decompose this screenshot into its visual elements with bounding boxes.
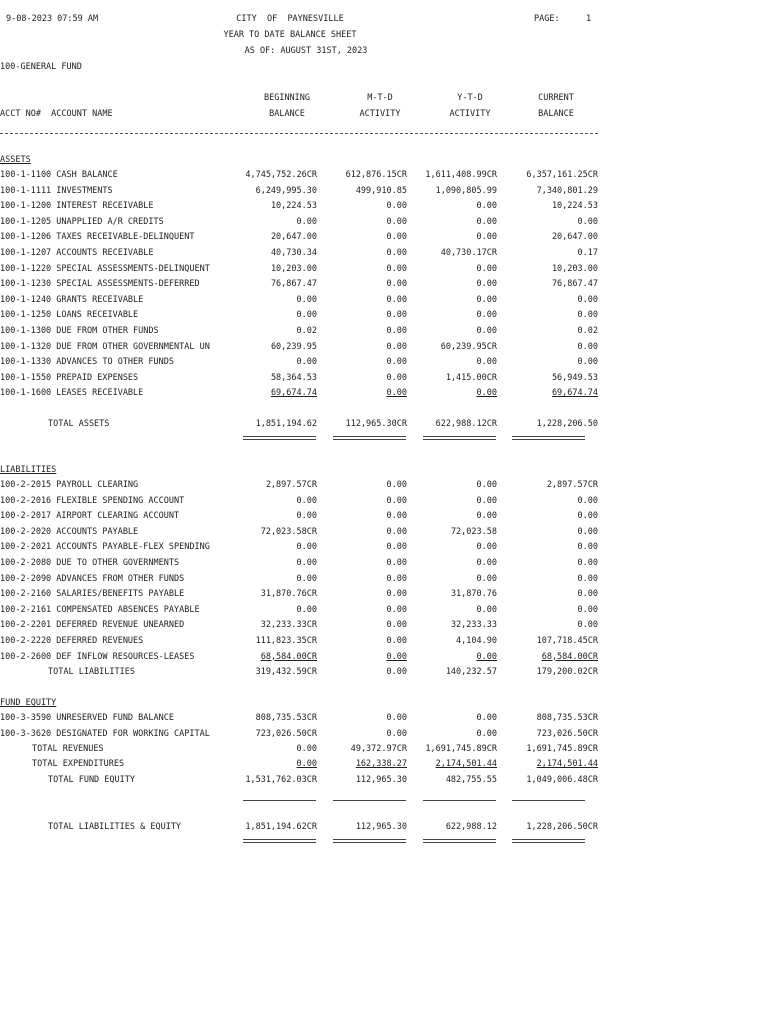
account-name: 100-1-1230 SPECIAL ASSESSMENTS-DEFERRED (0, 279, 200, 290)
col4-header-bottom: BALANCE (538, 109, 574, 119)
account-row (0, 728, 620, 741)
account-name: 100-2-2015 PAYROLL CLEARING (0, 480, 139, 490)
ytd-activity: 0.00 (476, 326, 497, 336)
total-fund-equity-mtd: 112,965.30 (355, 775, 407, 785)
account-row (0, 712, 620, 725)
ytd-activity: 0.00 (476, 279, 497, 290)
current-balance: 0.00 (577, 511, 598, 522)
account-row (0, 541, 620, 554)
ytd-activity: 0.00 (476, 495, 497, 506)
mtd-activity: 499,910.85 (355, 185, 407, 196)
total-revenues-ytd: 1,691,745.89CR (425, 744, 497, 754)
mtd-activity: 0.00 (386, 589, 407, 600)
mtd-activity: 0.00 (386, 480, 407, 490)
beginning-balance: 0.00 (296, 495, 317, 506)
account-name: 100-2-2090 ADVANCES FROM OTHER FUNDS (0, 573, 185, 584)
mtd-activity: 0.00 (386, 495, 407, 506)
assets-double-rule-1 (243, 436, 316, 440)
total-assets-ytd: 622,988.12CR (435, 419, 497, 429)
account-row (0, 510, 620, 523)
total-revenues-row (0, 743, 620, 756)
current-balance: 6,357,161.25CR (526, 170, 598, 180)
ytd-activity: 0.00 (476, 232, 497, 243)
account-name: 100-2-2021 ACCOUNTS PAYABLE-FLEX SPENDING (0, 542, 210, 553)
account-row (0, 635, 620, 648)
account-row (0, 557, 620, 570)
current-balance: 0.17 (577, 248, 598, 258)
account-row (0, 479, 620, 492)
current-balance: 20,647.00 (551, 232, 598, 243)
mtd-activity: 0.00 (386, 263, 407, 274)
account-name: 100-1-1205 UNAPPLIED A/R CREDITS (0, 216, 164, 227)
ytd-activity: 0.00 (476, 388, 497, 399)
ytd-activity: 0.00 (476, 310, 497, 321)
beginning-balance: 0.00 (296, 294, 317, 305)
ytd-activity: 40,730.17CR (440, 248, 497, 258)
total-liabilities-label: TOTAL LIABILITIES (48, 667, 135, 677)
mtd-activity: 0.00 (386, 248, 407, 258)
beginning-balance: 40,730.34 (270, 248, 317, 258)
account-row (0, 387, 620, 400)
mtd-activity: 0.00 (386, 573, 407, 584)
beginning-balance: 723,026.50CR (255, 728, 317, 739)
mtd-activity: 0.00 (386, 357, 407, 368)
beginning-balance: 2,897.57CR (265, 480, 317, 490)
beginning-balance: 68,584.00CR (260, 651, 317, 662)
total-expenditures-ytd: 2,174,501.44 (435, 759, 497, 769)
account-name: 100-1-1300 DUE FROM OTHER FUNDS (0, 326, 159, 336)
col2-header-top: M-T-D (367, 93, 393, 103)
account-name: 100-2-2201 DEFERRED REVENUE UNEARNED (0, 620, 185, 631)
account-name: 100-1-1550 PREPAID EXPENSES (0, 372, 139, 383)
ytd-activity: 0.00 (476, 511, 497, 522)
total-revenues-mtd: 49,372.97CR (350, 744, 407, 754)
current-balance: 723,026.50CR (536, 728, 598, 739)
current-balance: 0.00 (577, 216, 598, 227)
account-name: 100-2-2600 DEF INFLOW RESOURCES-LEASES (0, 651, 195, 662)
current-balance: 0.00 (577, 357, 598, 368)
mtd-activity: 0.00 (386, 651, 407, 662)
current-balance: 10,224.53 (551, 201, 598, 212)
current-balance: 808,735.53CR (536, 713, 598, 723)
col4-header-top: CURRENT (538, 93, 574, 103)
current-balance: 68,584.00CR (541, 651, 598, 662)
account-row (0, 309, 620, 322)
account-row (0, 356, 620, 369)
ytd-activity: 32,233.33 (450, 620, 497, 631)
account-row (0, 278, 620, 291)
ytd-activity: 31,870.76 (450, 589, 497, 600)
run-datetime: 9-08-2023 07:59 AM (6, 14, 99, 24)
ytd-activity: 0.00 (476, 216, 497, 227)
mtd-activity: 0.00 (386, 526, 407, 537)
account-row (0, 573, 620, 586)
beginning-balance: 32,233.33CR (260, 620, 317, 631)
grand-double-rule-3 (423, 839, 496, 843)
grand-double-rule-2 (333, 839, 406, 843)
account-row (0, 200, 620, 213)
ytd-activity: 0.00 (476, 357, 497, 368)
total-assets-mtd: 112,965.30CR (345, 419, 407, 429)
mtd-activity: 0.00 (386, 511, 407, 522)
account-name: 100-3-3620 DESIGNATED FOR WORKING CAPITAL (0, 728, 210, 739)
grand-double-rule-4 (512, 839, 585, 843)
account-name: 100-2-2016 FLEXIBLE SPENDING ACCOUNT (0, 495, 185, 506)
beginning-balance: 0.00 (296, 604, 317, 615)
beginning-balance: 0.00 (296, 511, 317, 522)
beginning-balance: 76,867.47 (270, 279, 317, 290)
beginning-balance: 31,870.76CR (260, 589, 317, 600)
total-fund-equity-beginning: 1,531,762.03CR (245, 775, 317, 785)
fund-name: 100-GENERAL FUND (0, 62, 82, 72)
col3-header-top: Y-T-D (457, 93, 483, 103)
beginning-balance: 4,745,752.26CR (245, 170, 317, 180)
ytd-activity: 0.00 (476, 573, 497, 584)
ytd-activity: 1,415.00CR (445, 372, 497, 383)
current-balance: 0.00 (577, 620, 598, 631)
account-name: 100-1-1111 INVESTMENTS (0, 185, 113, 196)
ytd-activity: 60,239.95CR (440, 341, 497, 352)
city-name: CITY OF PAYNESVILLE (236, 14, 344, 24)
account-name: 100-1-1320 DUE FROM OTHER GOVERNMENTAL UN (0, 341, 210, 352)
total-assets-row (0, 418, 620, 431)
page-label: PAGE: (534, 14, 560, 24)
total-liabilities-row (0, 666, 620, 679)
account-name: 100-1-1207 ACCOUNTS RECEIVABLE (0, 248, 154, 258)
mtd-activity: 0.00 (386, 728, 407, 739)
account-row (0, 325, 620, 338)
total-liabilities-equity-label: TOTAL LIABILITIES & EQUITY (48, 822, 182, 832)
account-name: 100-2-2080 DUE TO OTHER GOVERNMENTS (0, 558, 180, 568)
account-row (0, 588, 620, 601)
total-revenues-beginning: 0.00 (296, 744, 317, 754)
ytd-activity: 0.00 (476, 728, 497, 739)
header-rule (0, 133, 598, 134)
page-number: 1 (586, 14, 592, 24)
account-row (0, 185, 620, 198)
current-balance: 7,340,801.29 (536, 185, 598, 196)
account-name: 100-1-1330 ADVANCES TO OTHER FUNDS (0, 357, 174, 368)
col2-header-bottom: ACTIVITY (359, 109, 401, 119)
account-name: 100-2-2017 AIRPORT CLEARING ACCOUNT (0, 511, 180, 522)
report-title: YEAR TO DATE BALANCE SHEET (223, 30, 357, 40)
beginning-balance: 0.00 (296, 357, 317, 368)
ytd-activity: 0.00 (476, 294, 497, 305)
col1-header-top: BEGINNING (263, 93, 311, 103)
account-name: 100-2-2160 SALARIES/BENEFITS PAYABLE (0, 589, 185, 600)
ytd-activity: 0.00 (476, 480, 497, 490)
ytd-activity: 0.00 (476, 651, 497, 662)
current-balance: 0.00 (577, 526, 598, 537)
beginning-balance: 0.00 (296, 216, 317, 227)
mtd-activity: 0.00 (386, 372, 407, 383)
account-name: 100-1-1206 TAXES RECEIVABLE-DELINQUENT (0, 232, 195, 243)
assets-double-rule-3 (423, 436, 496, 440)
current-balance: 107,718.45CR (536, 636, 598, 646)
grand-double-rule-1 (243, 839, 316, 843)
col1-header-bottom: BALANCE (269, 109, 305, 119)
beginning-balance: 0.02 (296, 326, 317, 336)
account-row (0, 263, 620, 276)
total-fund-equity-row (0, 774, 620, 787)
beginning-balance: 6,249,995.30 (255, 185, 317, 196)
total-revenues-current: 1,691,745.89CR (526, 744, 598, 754)
total-expenditures-current: 2,174,501.44 (536, 759, 598, 769)
total-fund-equity-label: TOTAL FUND EQUITY (48, 775, 135, 785)
ytd-activity: 4,104.90 (456, 636, 497, 646)
account-name: 100-1-1250 LOANS RECEIVABLE (0, 310, 139, 321)
mtd-activity: 0.00 (386, 713, 407, 723)
mtd-activity: 0.00 (386, 216, 407, 227)
current-balance: 0.00 (577, 558, 598, 568)
ytd-activity: 0.00 (476, 542, 497, 553)
current-balance: 0.00 (577, 573, 598, 584)
assets-double-rule-4 (512, 436, 585, 440)
account-row (0, 169, 620, 182)
account-name: 100-1-1220 SPECIAL ASSESSMENTS-DELINQUENT (0, 263, 210, 274)
equity-rule-2 (333, 800, 406, 801)
beginning-balance: 58,364.53 (270, 372, 317, 383)
mtd-activity: 0.00 (386, 542, 407, 553)
account-row (0, 495, 620, 508)
beginning-balance: 0.00 (296, 542, 317, 553)
total-assets-current: 1,228,206.50 (536, 419, 598, 429)
mtd-activity: 0.00 (386, 388, 407, 399)
mtd-activity: 612,876.15CR (345, 170, 407, 180)
total-assets-label: TOTAL ASSETS (48, 419, 110, 429)
beginning-balance: 69,674.74 (270, 388, 317, 399)
ytd-activity: 0.00 (476, 604, 497, 615)
current-balance: 0.02 (577, 326, 598, 336)
equity-rule-4 (512, 800, 585, 801)
beginning-balance: 10,203.00 (270, 263, 317, 274)
account-name: 100-2-2220 DEFERRED REVENUES (0, 636, 144, 646)
total-expenditures-mtd: 162,338.27 (355, 759, 407, 769)
total-expenditures-beginning: 0.00 (296, 759, 317, 769)
ytd-activity: 0.00 (476, 201, 497, 212)
assets-double-rule-2 (333, 436, 406, 440)
total-liabilities-equity-current: 1,228,206.50CR (526, 822, 598, 832)
account-name: 100-2-2161 COMPENSATED ABSENCES PAYABLE (0, 604, 200, 615)
beginning-balance: 111,823.35CR (255, 636, 317, 646)
account-row (0, 651, 620, 664)
mtd-activity: 0.00 (386, 326, 407, 336)
current-balance: 2,897.57CR (546, 480, 598, 490)
col-acct-header: ACCT NO# ACCOUNT NAME (0, 109, 113, 119)
account-row (0, 231, 620, 244)
beginning-balance: 10,224.53 (270, 201, 317, 212)
beginning-balance: 0.00 (296, 310, 317, 321)
total-liabilities-equity-beginning: 1,851,194.62CR (245, 822, 317, 832)
account-row (0, 247, 620, 260)
current-balance: 69,674.74 (551, 388, 598, 399)
current-balance: 0.00 (577, 542, 598, 553)
mtd-activity: 0.00 (386, 232, 407, 243)
equity-rule-3 (423, 800, 496, 801)
current-balance: 10,203.00 (551, 263, 598, 274)
mtd-activity: 0.00 (386, 310, 407, 321)
beginning-balance: 0.00 (296, 558, 317, 568)
total-revenues-label: TOTAL REVENUES (32, 744, 104, 754)
current-balance: 0.00 (577, 341, 598, 352)
account-row (0, 619, 620, 632)
total-liabilities-equity-mtd: 112,965.30 (355, 822, 407, 832)
total-expenditures-label: TOTAL EXPENDITURES (32, 759, 125, 769)
account-row (0, 341, 620, 354)
mtd-activity: 0.00 (386, 341, 407, 352)
beginning-balance: 60,239.95 (270, 341, 317, 352)
liabilities-heading: LIABILITIES (0, 465, 57, 475)
beginning-balance: 808,735.53CR (255, 713, 317, 723)
mtd-activity: 0.00 (386, 201, 407, 212)
ytd-activity: 0.00 (476, 713, 497, 723)
account-name: 100-1-1100 CASH BALANCE (0, 170, 118, 180)
total-liabilities-mtd: 0.00 (386, 667, 407, 677)
total-liabilities-equity-ytd: 622,988.12 (445, 822, 497, 832)
current-balance: 0.00 (577, 604, 598, 615)
total-fund-equity-current: 1,049,006.48CR (526, 775, 598, 785)
fund-equity-heading: FUND EQUITY (0, 698, 57, 708)
account-name: 100-3-3590 UNRESERVED FUND BALANCE (0, 713, 174, 723)
mtd-activity: 0.00 (386, 620, 407, 631)
equity-rule-1 (243, 800, 316, 801)
beginning-balance: 0.00 (296, 573, 317, 584)
current-balance: 0.00 (577, 294, 598, 305)
account-row (0, 294, 620, 307)
ytd-activity: 0.00 (476, 558, 497, 568)
total-expenditures-row (0, 758, 620, 771)
account-name: 100-1-1200 INTEREST RECEIVABLE (0, 201, 154, 212)
ytd-activity: 0.00 (476, 263, 497, 274)
mtd-activity: 0.00 (386, 604, 407, 615)
assets-heading: ASSETS (0, 155, 31, 165)
mtd-activity: 0.00 (386, 558, 407, 568)
account-row (0, 372, 620, 385)
current-balance: 56,949.53 (551, 372, 598, 383)
current-balance: 0.00 (577, 589, 598, 600)
beginning-balance: 72,023.58CR (260, 526, 317, 537)
beginning-balance: 20,647.00 (270, 232, 317, 243)
total-fund-equity-ytd: 482,755.55 (445, 775, 497, 785)
account-row (0, 216, 620, 229)
current-balance: 76,867.47 (551, 279, 598, 290)
mtd-activity: 0.00 (386, 279, 407, 290)
ytd-activity: 72,023.58 (450, 526, 497, 537)
account-row (0, 604, 620, 617)
total-liabilities-equity-row (0, 821, 620, 834)
total-liabilities-current: 179,200.02CR (536, 667, 598, 677)
account-row (0, 526, 620, 539)
ytd-activity: 1,611,408.99CR (425, 170, 497, 180)
col3-header-bottom: ACTIVITY (449, 109, 491, 119)
account-name: 100-1-1600 LEASES RECEIVABLE (0, 388, 144, 399)
total-liabilities-beginning: 319,432.59CR (255, 667, 317, 677)
mtd-activity: 0.00 (386, 636, 407, 646)
total-assets-beginning: 1,851,194.62 (255, 419, 317, 429)
current-balance: 0.00 (577, 310, 598, 321)
ytd-activity: 1,090,805.99 (435, 185, 497, 196)
as-of-date: AS OF: AUGUST 31ST, 2023 (244, 46, 368, 56)
current-balance: 0.00 (577, 495, 598, 506)
account-name: 100-2-2020 ACCOUNTS PAYABLE (0, 526, 139, 537)
account-name: 100-1-1240 GRANTS RECEIVABLE (0, 294, 144, 305)
total-liabilities-ytd: 140,232.57 (445, 667, 497, 677)
mtd-activity: 0.00 (386, 294, 407, 305)
